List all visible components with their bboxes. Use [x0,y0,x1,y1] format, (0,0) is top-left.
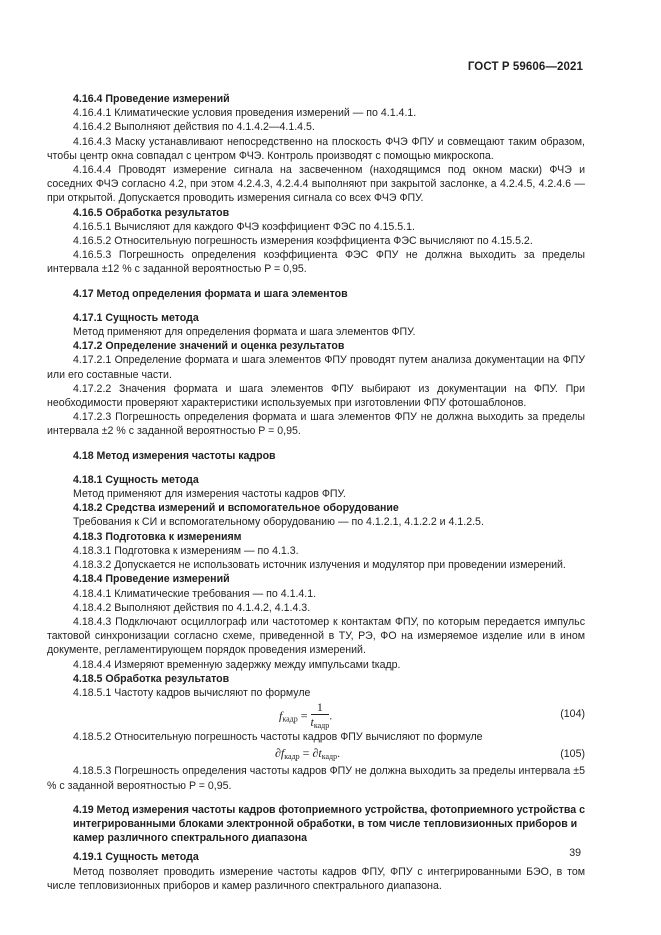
spacer [47,277,585,287]
paragraph: 4.16.4.2 Выполняют действия по 4.1.4.2—4.1.4.5. [73,121,315,134]
paragraph: 4.16.5.1 Вычисляют для каждого ФЧЭ коэффициент ФЭС по 4.15.5.1. [73,220,415,233]
paragraph: 4.18.5.1 Частоту кадров вычисляют по формуле [73,686,311,699]
formula-trail: . [337,746,341,761]
formula-rhs-sub: кадр [321,752,338,762]
paragraph: 4.17.2.3 Погрешность определения формата и шага элементов ФПУ не должна выходить за пределы интервала ±2 % с заданной вероятностью P = 0,95. [47,411,585,438]
formula-lhs: ∂f [275,746,285,761]
paragraph: 4.18.3.1 Подготовка к измерениям — по 4.1.3. [73,544,299,557]
page-number: 39 [569,847,581,859]
spacer [47,301,585,311]
paragraph: 4.18.4.4 Измеряют временную задержку между импульсами tкадр. [73,658,401,671]
section-heading: 4.18.5 Обработка результатов [73,672,230,685]
formula-rhs: ∂t [312,746,322,761]
section-heading: 4.16.5 Обработка результатов [73,206,230,219]
formula-trail: . [329,708,333,723]
formula-eq: = [302,746,310,761]
paragraph: 4.18.3.2 Допускается не использовать источник излучения и модулятор при проведении измерений. [73,559,566,572]
paragraph: 4.17.2.2 Значения формата и шага элементов ФПУ выбирают из документации на ФПУ. При необходимости проверяют характеристики используемых при изготовлении ФПУ фотошаблонов. [47,382,585,410]
fraction-numerator: 1 [311,700,330,715]
formula-lhs-sub: кадр [282,714,298,724]
formula-f2 [47,744,585,764]
paragraph: Требования к СИ и вспомогательному оборудованию — по 4.1.2.1, 4.1.2.2 и 4.1.2.5. [73,516,484,529]
section-heading: 4.18.2 Средства измерений и вспомогательное оборудование [73,502,399,515]
paragraph: 4.16.4.3 Маску устанавливают непосредственно на плоскость ФЧЭ ФПУ и совмещают таким образом, чтобы центр окна совпадал с центром ФЧЭ. Контроль производят с помощью микроскопа. [47,135,585,162]
section-heading: 4.16.4 Проведение измерений [73,93,230,105]
section-heading: 4.17 Метод определения формата и шага элементов [73,287,348,300]
section-heading: 4.18.1 Сущность метода [73,473,199,486]
formula-number: (104) [560,708,585,721]
paragraph: 4.16.4.4 Проводят измерение сигнала на засвеченном (находящимся под окном маски) ФЧЭ и соседних ФЧЭ согласно 4.2, при этом 4.2.4.3, 4.2.4.4 выполняют при закрытой заслонке, а 4.2.4.5, 4.2.4.6 — при открытой. Допускается проводить измерения сигнала со всех ФЧЭ ФПУ. [47,164,585,205]
section-heading: 4.19.1 Сущность метода [73,851,199,864]
section-heading: 4.18 Метод измерения частоты кадров [73,449,276,462]
formula-f1 [47,700,585,730]
formula-lhs-sub: кадр [284,752,300,762]
paragraph: Метод применяют для определения формата и шага элементов ФПУ. [73,326,416,339]
section-heading: 4.18.4 Проведение измерений [73,573,230,586]
section-heading: 4.17.2 Определение значений и оценка результатов [73,340,345,353]
paragraph: Метод применяют для измерения частоты кадров ФПУ. [73,488,346,501]
paragraph: 4.16.5.2 Относительную погрешность измерения коэффициента ФЭС вычисляют по 4.15.5.2. [73,235,533,248]
paragraph: 4.18.5.2 Относительную погрешность частоты кадров ФПУ вычисляют по формуле [73,731,483,744]
paragraph: 4.16.4.1 Климатические условия проведения измерений — по 4.1.4.1. [73,107,417,120]
paragraph: 4.16.5.3 Погрешность определения коэффициента ФЭС ФПУ не должна выходить за пределы интервала ±12 % с заданной вероятностью P = 0,95. [47,249,585,276]
paragraph: 4.18.4.1 Климатические требования — по 4.1.4.1. [73,587,317,600]
document-body [47,92,585,893]
document-header-standard-id: ГОСТ Р 59606—2021 [467,61,583,73]
formula-fraction [310,700,333,733]
paragraph: 4.18.5.3 Погрешность определения частоты кадров ФПУ не должна выходить за пределы интервала ±5 % с заданной вероятностью P = 0,95. [47,765,585,792]
spacer [47,463,585,473]
paragraph: Метод позволяет проводить измерение частоты кадров ФПУ, ФПУ с интегрированными БЭО, в том числе тепловизионных приборов и камер различного спектрального диапазона. [47,865,585,892]
den-sub: кадр [313,721,330,731]
formula-lhs: f [279,708,283,723]
spacer [47,439,585,449]
paragraph: 4.18.4.2 Выполняют действия по 4.1.4.2, 4.1.4.3. [73,601,311,614]
formula-eq: = [300,708,308,723]
spacer [47,793,585,803]
paragraph: 4.17.2.1 Определение формата и шага элементов ФПУ проводят путем анализа документации на ФПУ или его составные части. [47,354,585,381]
paragraph: 4.18.4.3 Подключают осциллограф или частотомер к контактам ФПУ, по которым передается импульс тактовой синхронизации согласно схеме, приведенной в ТУ, РЭ, ФО на измеряемое изделие или в ином документе, регламентирующем порядок проведения измерений. [47,615,585,657]
den-var: t [310,715,314,730]
formula-number: (105) [560,748,585,761]
fraction-denominator [311,715,330,733]
section-heading: 4.19 Метод измерения частоты кадров фотоприемного устройства, фотоприемного устройства с интегрированными блоками электронной обработки, в том числе тепловизионных приборов и камер различного спектрального диапазона [73,803,586,845]
section-heading: 4.17.1 Сущность метода [73,311,199,324]
section-heading: 4.18.3 Подготовка к измерениям [73,530,242,543]
